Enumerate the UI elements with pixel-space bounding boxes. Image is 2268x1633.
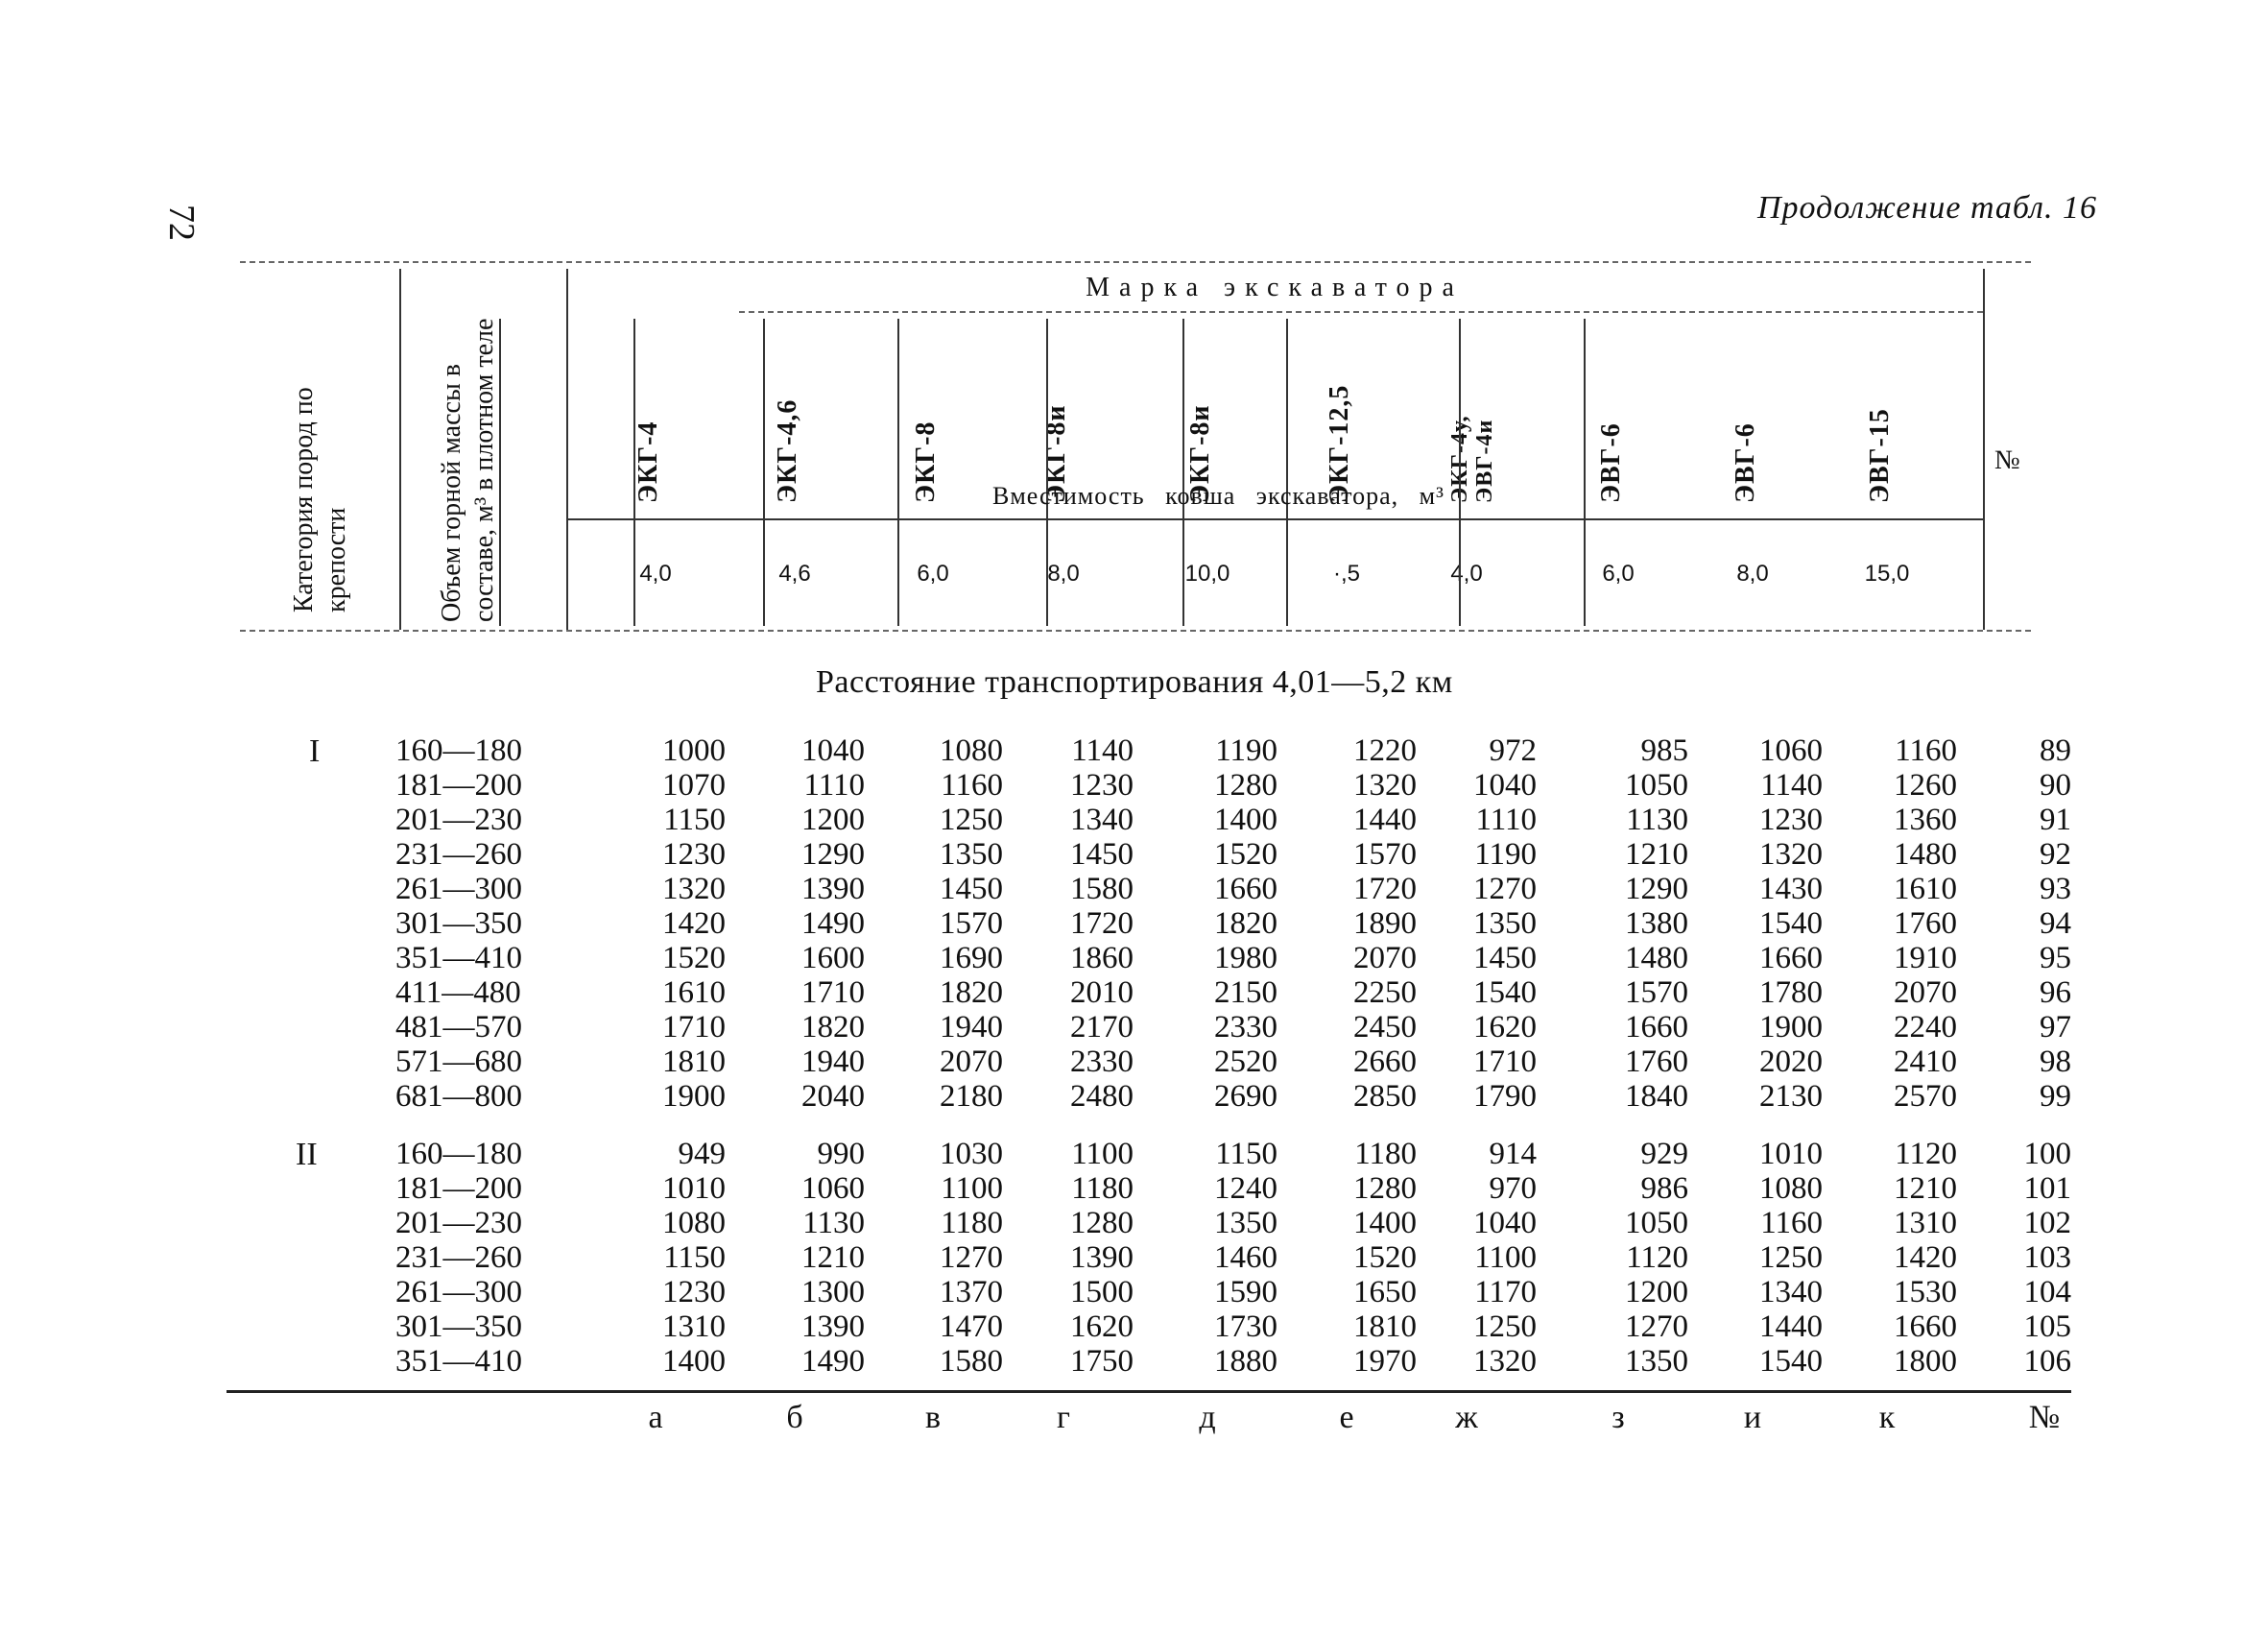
volume-range: 231—260 bbox=[395, 837, 522, 872]
column-letter: к bbox=[1878, 1400, 1896, 1435]
table-cell: 1570 bbox=[1353, 837, 1417, 872]
table-cell: 1320 bbox=[662, 872, 726, 906]
table-bottom-rule bbox=[227, 1390, 2071, 1393]
table-cell: 1080 bbox=[940, 733, 1003, 768]
row-number: 103 bbox=[2023, 1240, 2071, 1275]
table-cell: 1050 bbox=[1625, 1206, 1688, 1240]
table-cell: 1450 bbox=[940, 872, 1003, 906]
header-divider bbox=[566, 269, 568, 630]
bucket-capacity-value: 10,0 bbox=[1184, 561, 1230, 587]
excavator-brand-label: ЭКГ-8и bbox=[1041, 404, 1071, 503]
table-cell: 1520 bbox=[1353, 1240, 1417, 1275]
table-cell: 1050 bbox=[1625, 768, 1688, 803]
table-cell: 1230 bbox=[1759, 803, 1823, 837]
row-number: 96 bbox=[2040, 975, 2071, 1010]
table-cell: 1040 bbox=[1473, 1206, 1537, 1240]
table-cell: 1160 bbox=[941, 768, 1003, 803]
bucket-capacity-value: 4,0 bbox=[1450, 561, 1483, 587]
table-cell: 2690 bbox=[1214, 1079, 1277, 1114]
excavator-brand-label: ЭКГ-12,5 bbox=[1325, 384, 1354, 503]
table-cell: 1820 bbox=[1214, 906, 1277, 941]
table-cell: 1940 bbox=[801, 1045, 865, 1079]
table-cell: 1480 bbox=[1894, 837, 1957, 872]
row-number: 97 bbox=[2040, 1010, 2071, 1045]
table-cell: 1100 bbox=[941, 1171, 1003, 1206]
table-cell: 1660 bbox=[1625, 1010, 1688, 1045]
table-cell: 1610 bbox=[662, 975, 726, 1010]
volume-range: 351—410 bbox=[395, 941, 522, 975]
table-cell: 1910 bbox=[1894, 941, 1957, 975]
table-cell: 2070 bbox=[1894, 975, 1957, 1010]
table-cell: 2660 bbox=[1353, 1045, 1417, 1079]
excavator-brand-group-title: Марка экскаватора bbox=[1086, 273, 1464, 302]
table-cell: 1350 bbox=[1473, 906, 1537, 941]
table-cell: 1690 bbox=[940, 941, 1003, 975]
table-cell: 1250 bbox=[1473, 1309, 1537, 1344]
table-cell: 1660 bbox=[1759, 941, 1823, 975]
row-number: 98 bbox=[2040, 1045, 2071, 1079]
volume-range: 261—300 bbox=[395, 1275, 522, 1309]
table-cell: 1580 bbox=[940, 1344, 1003, 1379]
table-cell: 1890 bbox=[1353, 906, 1417, 941]
table-cell: 1040 bbox=[801, 733, 865, 768]
table-cell: 1120 bbox=[1895, 1137, 1957, 1171]
table-cell: 1860 bbox=[1070, 941, 1134, 975]
table-cell: 1450 bbox=[1473, 941, 1537, 975]
row-number: 93 bbox=[2040, 872, 2071, 906]
excavator-brand-label: ЭКГ-8и bbox=[1185, 404, 1215, 503]
volume-range: 160—180 bbox=[395, 733, 522, 768]
column-divider bbox=[1459, 319, 1461, 626]
table-cell: 1060 bbox=[1759, 733, 1823, 768]
table-cell: 1350 bbox=[1214, 1206, 1277, 1240]
table-cell: 1320 bbox=[1759, 837, 1823, 872]
column-letter: а bbox=[648, 1400, 663, 1435]
table-cell: 1620 bbox=[1070, 1309, 1134, 1344]
table-cell: 2330 bbox=[1070, 1045, 1134, 1079]
table-cell: 1290 bbox=[801, 837, 865, 872]
row-number: 105 bbox=[2023, 1309, 2071, 1344]
column-divider bbox=[763, 319, 765, 626]
table-cell: 1070 bbox=[662, 768, 726, 803]
table-cell: 1540 bbox=[1759, 906, 1823, 941]
table-cell: 1500 bbox=[1070, 1275, 1134, 1309]
bucket-capacity-value: 6,0 bbox=[917, 561, 949, 587]
table-cell: 1470 bbox=[940, 1309, 1003, 1344]
table-cell: 1250 bbox=[940, 803, 1003, 837]
brand-group-rule bbox=[739, 311, 1983, 313]
table-cell: 1320 bbox=[1473, 1344, 1537, 1379]
table-cell: 2450 bbox=[1353, 1010, 1417, 1045]
table-cell: 1520 bbox=[662, 941, 726, 975]
table-cell: 2020 bbox=[1759, 1045, 1823, 1079]
table-cell: 1400 bbox=[1353, 1206, 1417, 1240]
table-cell: 949 bbox=[678, 1137, 726, 1171]
table-cell: 2040 bbox=[801, 1079, 865, 1114]
table-cell: 1320 bbox=[1353, 768, 1417, 803]
column-divider bbox=[499, 319, 501, 626]
table-cell: 1210 bbox=[1625, 837, 1688, 872]
table-cell: 1310 bbox=[662, 1309, 726, 1344]
table-cell: 1310 bbox=[1894, 1206, 1957, 1240]
table-cell: 1200 bbox=[1625, 1275, 1688, 1309]
excavator-brand-label: ЭВГ-6 bbox=[1596, 422, 1626, 503]
volume-range: 231—260 bbox=[395, 1240, 522, 1275]
volume-range: 181—200 bbox=[395, 1171, 522, 1206]
row-number: 94 bbox=[2040, 906, 2071, 941]
table-cell: 1400 bbox=[662, 1344, 726, 1379]
column-letter: ж bbox=[1455, 1400, 1478, 1435]
column-letter: е bbox=[1339, 1400, 1354, 1435]
table-cell: 1940 bbox=[940, 1010, 1003, 1045]
table-cell: 1230 bbox=[662, 1275, 726, 1309]
table-cell: 1060 bbox=[801, 1171, 865, 1206]
table-cell: 1420 bbox=[1894, 1240, 1957, 1275]
volume-range: 160—180 bbox=[395, 1137, 522, 1171]
table-cell: 990 bbox=[817, 1137, 865, 1171]
table-cell: 1540 bbox=[1473, 975, 1537, 1010]
table-cell: 1280 bbox=[1353, 1171, 1417, 1206]
bucket-capacity-value: 15,0 bbox=[1864, 561, 1910, 587]
bucket-capacity-value: ·,5 bbox=[1332, 561, 1360, 587]
excavator-brand-label: ЭКГ-4 bbox=[633, 420, 663, 503]
table-cell: 1570 bbox=[940, 906, 1003, 941]
table-cell: 1270 bbox=[1625, 1309, 1688, 1344]
table-cell: 1110 bbox=[1475, 803, 1537, 837]
table-cell: 1600 bbox=[801, 941, 865, 975]
table-cell: 1750 bbox=[1070, 1344, 1134, 1379]
row-number: 90 bbox=[2040, 768, 2071, 803]
table-cell: 1300 bbox=[801, 1275, 865, 1309]
table-cell: 1790 bbox=[1473, 1079, 1537, 1114]
table-cell: 1660 bbox=[1214, 872, 1277, 906]
row-number: 100 bbox=[2023, 1137, 2071, 1171]
column-divider bbox=[897, 319, 899, 626]
table-cell: 1390 bbox=[1070, 1240, 1134, 1275]
volume-header: Объем горной массы в составе, м³ в плотном теле bbox=[437, 318, 499, 622]
table-cell: 1180 bbox=[941, 1206, 1003, 1240]
table-cell: 1720 bbox=[1353, 872, 1417, 906]
header-divider bbox=[399, 269, 401, 630]
table-cell: 1440 bbox=[1759, 1309, 1823, 1344]
volume-range: 301—350 bbox=[395, 1309, 522, 1344]
table-cell: 1820 bbox=[801, 1010, 865, 1045]
table-cell: 1150 bbox=[663, 1240, 726, 1275]
table-cell: 1590 bbox=[1214, 1275, 1277, 1309]
bucket-capacity-value: 4,6 bbox=[778, 561, 811, 587]
table-cell: 1180 bbox=[1071, 1171, 1134, 1206]
table-cell: 1760 bbox=[1894, 906, 1957, 941]
table-cell: 1160 bbox=[1895, 733, 1957, 768]
table-cell: 2240 bbox=[1894, 1010, 1957, 1045]
table-cell: 1230 bbox=[1070, 768, 1134, 803]
capacity-header: Вместимость ковша экскаватора, м³ bbox=[992, 482, 1444, 510]
table-cell: 1030 bbox=[940, 1137, 1003, 1171]
table-cell: 1140 bbox=[1071, 733, 1134, 768]
volume-range: 351—410 bbox=[395, 1344, 522, 1379]
table-cell: 1240 bbox=[1214, 1171, 1277, 1206]
column-letter: в bbox=[924, 1400, 942, 1435]
column-divider bbox=[1182, 319, 1184, 626]
table-cell: 1760 bbox=[1625, 1045, 1688, 1079]
capacity-rule-top bbox=[566, 518, 1983, 520]
volume-range: 261—300 bbox=[395, 872, 522, 906]
table-cell: 1040 bbox=[1473, 768, 1537, 803]
table-cell: 2410 bbox=[1894, 1045, 1957, 1079]
table-cell: 1350 bbox=[1625, 1344, 1688, 1379]
table-cell: 1450 bbox=[1070, 837, 1134, 872]
table-cell: 2170 bbox=[1070, 1010, 1134, 1045]
table-cell: 1110 bbox=[803, 768, 865, 803]
table-cell: 1100 bbox=[1071, 1137, 1134, 1171]
table-cell: 1120 bbox=[1626, 1240, 1688, 1275]
table-cell: 1190 bbox=[1474, 837, 1537, 872]
row-number: 89 bbox=[2040, 733, 2071, 768]
table-cell: 1280 bbox=[1070, 1206, 1134, 1240]
table-cell: 1080 bbox=[662, 1206, 726, 1240]
table-cell: 1710 bbox=[662, 1010, 726, 1045]
header-bottom-rule bbox=[240, 630, 2031, 632]
table-cell: 1270 bbox=[940, 1240, 1003, 1275]
table-cell: 1130 bbox=[802, 1206, 865, 1240]
table-cell: 1190 bbox=[1215, 733, 1277, 768]
table-cell: 1250 bbox=[1759, 1240, 1823, 1275]
table-cell: 1610 bbox=[1894, 872, 1957, 906]
volume-range: 201—230 bbox=[395, 1206, 522, 1240]
table-cell: 2070 bbox=[940, 1045, 1003, 1079]
table-cell: 1390 bbox=[801, 1309, 865, 1344]
row-number: 104 bbox=[2023, 1275, 2071, 1309]
table-cell: 2150 bbox=[1214, 975, 1277, 1010]
column-letter: № bbox=[2028, 1400, 2061, 1435]
table-cell: 1650 bbox=[1353, 1275, 1417, 1309]
row-number: 92 bbox=[2040, 837, 2071, 872]
table-cell: 2330 bbox=[1214, 1010, 1277, 1045]
table-cell: 1720 bbox=[1070, 906, 1134, 941]
table-cell: 2520 bbox=[1214, 1045, 1277, 1079]
row-number: 102 bbox=[2023, 1206, 2071, 1240]
table-cell: 1970 bbox=[1353, 1344, 1417, 1379]
table-cell: 1150 bbox=[1215, 1137, 1277, 1171]
column-divider bbox=[1584, 319, 1586, 626]
table-cell: 1430 bbox=[1759, 872, 1823, 906]
table-cell: 1810 bbox=[662, 1045, 726, 1079]
table-cell: 1150 bbox=[663, 803, 726, 837]
table-cell: 1000 bbox=[662, 733, 726, 768]
table-cell: 1570 bbox=[1625, 975, 1688, 1010]
table-cell: 1490 bbox=[801, 906, 865, 941]
bucket-capacity-value: 6,0 bbox=[1602, 561, 1635, 587]
column-divider bbox=[1046, 319, 1048, 626]
header-divider bbox=[1983, 269, 1985, 630]
excavator-brand-label: ЭКГ-8 bbox=[911, 420, 941, 503]
table-cell: 929 bbox=[1640, 1137, 1688, 1171]
table-cell: 2570 bbox=[1894, 1079, 1957, 1114]
table-cell: 1210 bbox=[1894, 1171, 1957, 1206]
table-cell: 1900 bbox=[662, 1079, 726, 1114]
table-cell: 1350 bbox=[940, 837, 1003, 872]
table-cell: 914 bbox=[1489, 1137, 1537, 1171]
excavator-brand-label: ЭВГ-15 bbox=[1865, 408, 1895, 503]
table-cell: 1380 bbox=[1625, 906, 1688, 941]
row-number: 91 bbox=[2040, 803, 2071, 837]
section-title: Расстояние транспортирования 4,01—5,2 км bbox=[816, 664, 1453, 700]
table-cell: 1080 bbox=[1759, 1171, 1823, 1206]
table-cell: 1730 bbox=[1214, 1309, 1277, 1344]
table-cell: 2010 bbox=[1070, 975, 1134, 1010]
table-cell: 1880 bbox=[1214, 1344, 1277, 1379]
row-number: 95 bbox=[2040, 941, 2071, 975]
table-cell: 1580 bbox=[1070, 872, 1134, 906]
column-divider bbox=[633, 319, 635, 626]
table-header bbox=[240, 261, 2031, 630]
volume-range: 201—230 bbox=[395, 803, 522, 837]
table-cell: 970 bbox=[1489, 1171, 1537, 1206]
table-cell: 1820 bbox=[940, 975, 1003, 1010]
row-number-header: № bbox=[1994, 445, 2020, 475]
table-cell: 1270 bbox=[1473, 872, 1537, 906]
table-cell: 986 bbox=[1640, 1171, 1688, 1206]
row-number: 99 bbox=[2040, 1079, 2071, 1114]
row-number: 101 bbox=[2023, 1171, 2071, 1206]
bucket-capacity-value: 8,0 bbox=[1047, 561, 1080, 587]
volume-range: 181—200 bbox=[395, 768, 522, 803]
table-cell: 985 bbox=[1640, 733, 1688, 768]
table-cell: 1490 bbox=[801, 1344, 865, 1379]
table-cell: 1140 bbox=[1760, 768, 1823, 803]
table-cell: 1130 bbox=[1626, 803, 1688, 837]
table-cell: 2850 bbox=[1353, 1079, 1417, 1114]
table-cell: 1160 bbox=[1760, 1206, 1823, 1240]
volume-range: 411—480 bbox=[395, 975, 521, 1010]
row-number: 106 bbox=[2023, 1344, 2071, 1379]
rock-category-label: I bbox=[309, 733, 321, 769]
table-cell: 1460 bbox=[1214, 1240, 1277, 1275]
column-letter: б bbox=[786, 1400, 803, 1435]
volume-range: 681—800 bbox=[395, 1079, 522, 1114]
table-cell: 1660 bbox=[1894, 1309, 1957, 1344]
table-cell: 1230 bbox=[662, 837, 726, 872]
table-cell: 1180 bbox=[1354, 1137, 1417, 1171]
volume-range: 571—680 bbox=[395, 1045, 522, 1079]
table-cell: 1260 bbox=[1894, 768, 1957, 803]
table-cell: 2480 bbox=[1070, 1079, 1134, 1114]
table-cell: 1200 bbox=[801, 803, 865, 837]
column-letter: и bbox=[1743, 1400, 1762, 1435]
table-cell: 2130 bbox=[1759, 1079, 1823, 1114]
table-cell: 1400 bbox=[1214, 803, 1277, 837]
table-cell: 1530 bbox=[1894, 1275, 1957, 1309]
table-cell: 1520 bbox=[1214, 837, 1277, 872]
excavator-brand-label: ЭВГ-6 bbox=[1731, 422, 1760, 503]
table-cell: 1010 bbox=[1759, 1137, 1823, 1171]
table-cell: 2250 bbox=[1353, 975, 1417, 1010]
volume-range: 301—350 bbox=[395, 906, 522, 941]
table-cell: 1440 bbox=[1353, 803, 1417, 837]
table-cell: 1800 bbox=[1894, 1344, 1957, 1379]
column-letter: г bbox=[1057, 1400, 1070, 1435]
table-continuation-label: Продолжение табл. 16 bbox=[1756, 190, 2097, 226]
table-cell: 1170 bbox=[1474, 1275, 1537, 1309]
table-cell: 2180 bbox=[940, 1079, 1003, 1114]
table-cell: 1390 bbox=[801, 872, 865, 906]
table-cell: 1280 bbox=[1214, 768, 1277, 803]
volume-range: 481—570 bbox=[395, 1010, 522, 1045]
bucket-capacity-value: 4,0 bbox=[639, 561, 672, 587]
page-number: 72 bbox=[161, 204, 202, 241]
bucket-capacity-value: 8,0 bbox=[1736, 561, 1769, 587]
table-cell: 1810 bbox=[1353, 1309, 1417, 1344]
table-cell: 1540 bbox=[1759, 1344, 1823, 1379]
table-cell: 1290 bbox=[1625, 872, 1688, 906]
table-cell: 1370 bbox=[940, 1275, 1003, 1309]
table-cell: 1710 bbox=[1473, 1045, 1537, 1079]
table-cell: 2070 bbox=[1353, 941, 1417, 975]
table-cell: 972 bbox=[1489, 733, 1537, 768]
table-cell: 1210 bbox=[801, 1240, 865, 1275]
table-cell: 1710 bbox=[801, 975, 865, 1010]
table-cell: 1100 bbox=[1474, 1240, 1537, 1275]
table-cell: 1340 bbox=[1070, 803, 1134, 837]
header-top-rule bbox=[240, 261, 2031, 263]
table-cell: 1480 bbox=[1625, 941, 1688, 975]
table-cell: 1340 bbox=[1759, 1275, 1823, 1309]
table-cell: 1010 bbox=[662, 1171, 726, 1206]
column-letter: д bbox=[1199, 1400, 1216, 1435]
column-letter: з bbox=[1611, 1400, 1625, 1435]
table-cell: 1620 bbox=[1473, 1010, 1537, 1045]
table-cell: 1840 bbox=[1625, 1079, 1688, 1114]
category-header: Категория пород по крепости bbox=[289, 387, 351, 612]
table-cell: 1420 bbox=[662, 906, 726, 941]
rock-category-label: II bbox=[296, 1137, 318, 1172]
column-divider bbox=[1286, 319, 1288, 626]
table-cell: 1900 bbox=[1759, 1010, 1823, 1045]
table-cell: 1980 bbox=[1214, 941, 1277, 975]
table-cell: 1360 bbox=[1894, 803, 1957, 837]
table-cell: 1780 bbox=[1759, 975, 1823, 1010]
excavator-brand-label: ЭКГ-4у, ЭВГ-4и bbox=[1447, 415, 1497, 503]
excavator-brand-label: ЭКГ-4,6 bbox=[773, 398, 802, 503]
table-cell: 1220 bbox=[1353, 733, 1417, 768]
